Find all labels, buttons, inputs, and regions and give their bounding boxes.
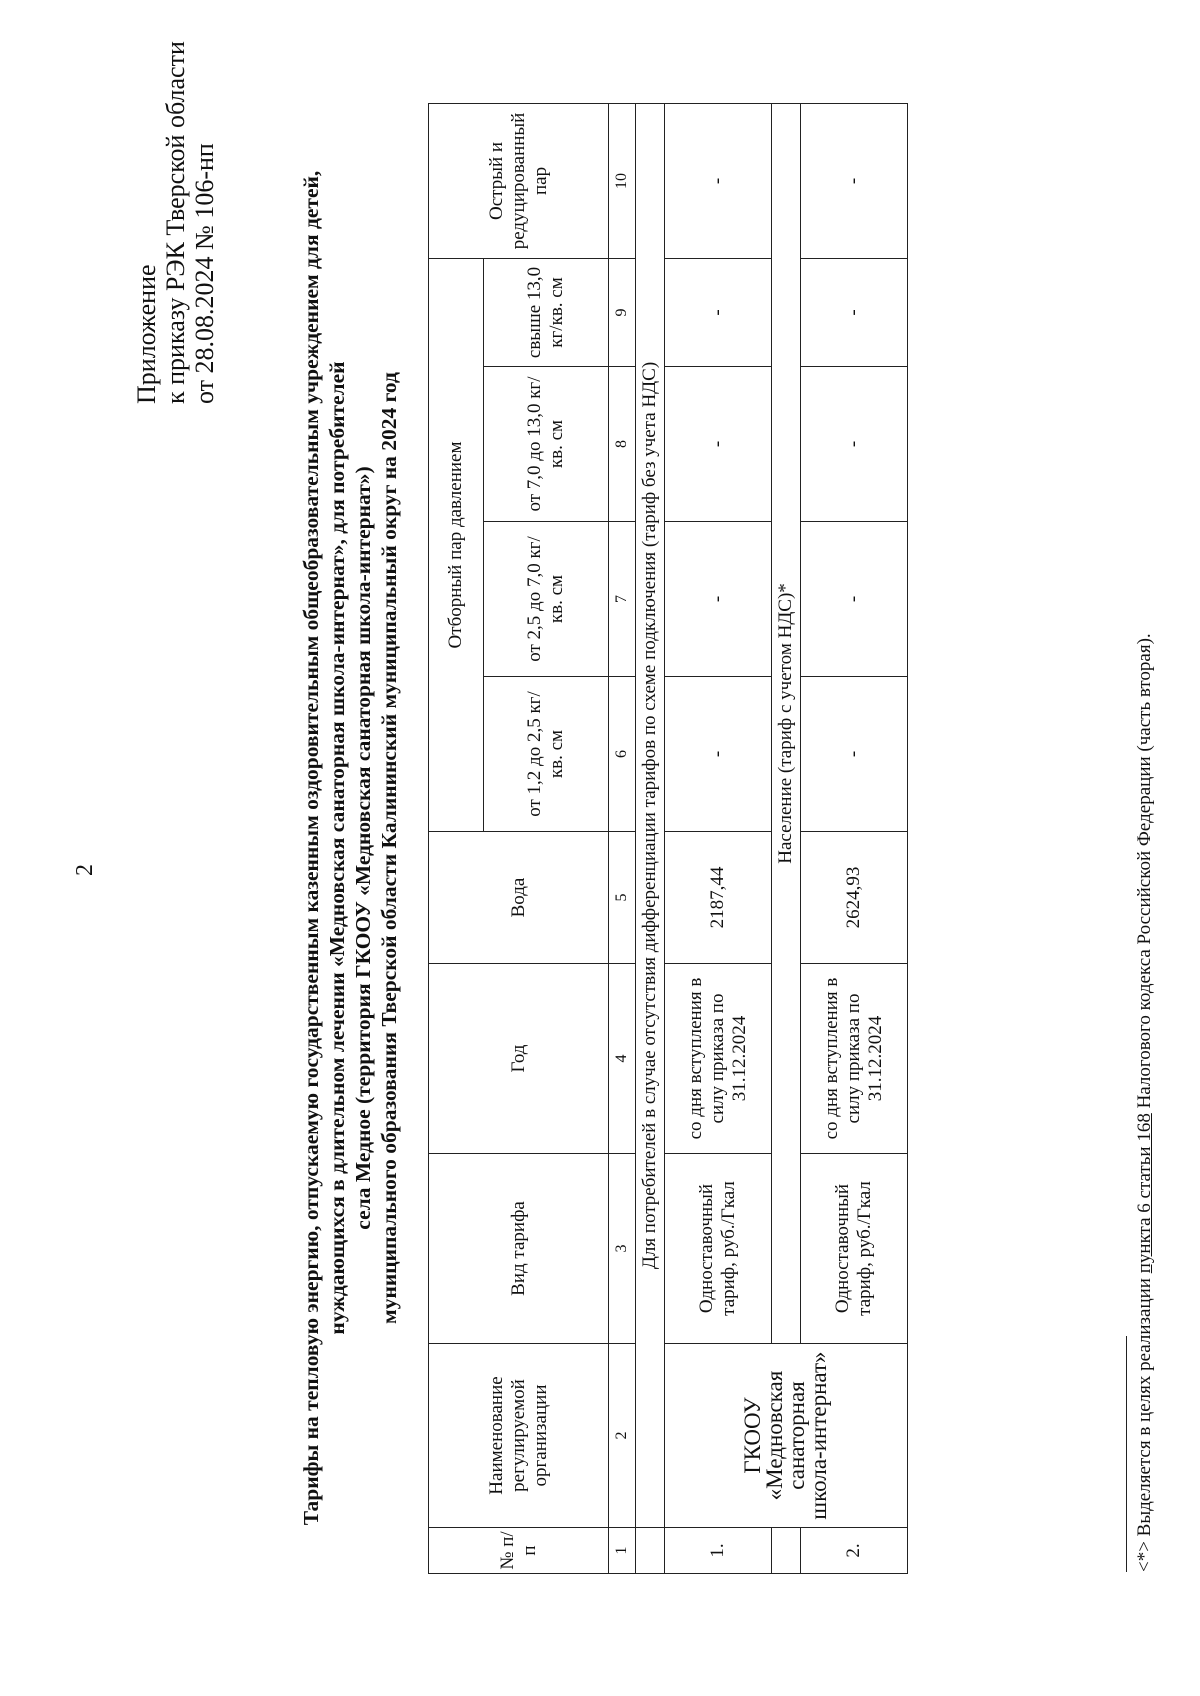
- appendix-line-3: от 28.08.2024 № 106-нп: [190, 143, 219, 404]
- appendix-line-2: к приказу РЭК Тверской области: [161, 41, 190, 404]
- section-row-1: [636, 103, 665, 1573]
- water-value: 2187,44: [665, 832, 772, 964]
- table-row: [665, 103, 772, 1573]
- tariff-type: Одноставочный тариф, руб./Гкал: [801, 1154, 908, 1344]
- header-steam-1: от 1,2 до 2,5 кг/кв. см: [484, 677, 609, 832]
- water-value: 2624,93: [801, 832, 908, 964]
- column-number: 7: [609, 522, 636, 677]
- title-line-2: нуждающихся в длительном лечении «Медновская санаторная школа-интернат», для потребителей: [325, 361, 349, 1335]
- steam-1-value: -: [801, 677, 908, 832]
- header-steam-4: свыше 13,0 кг/кв. см: [484, 258, 609, 366]
- organization-name: ГКООУ «Медновская санаторная школа-интернат»: [665, 1344, 908, 1528]
- steam-2-value: -: [665, 522, 772, 677]
- hot-steam-value: -: [801, 103, 908, 258]
- column-number: 8: [609, 367, 636, 522]
- header-row-top: [429, 103, 484, 1573]
- steam-2-value: -: [801, 522, 908, 677]
- section-heading-1: Для потребителей в случае отсутствия дифференциации тарифов по схеме подключения (тариф без учета НДС): [636, 103, 665, 1527]
- header-steam-group: Отборный пар давлением: [429, 258, 484, 831]
- steam-1-value: -: [665, 677, 772, 832]
- title-line-1: Тарифы на тепловую энергию, отпускаемую государственным казенным оздоровительным общеобразовательным учреждением для детей,: [299, 170, 323, 1526]
- header-steam-3: от 7,0 до 13,0 кг/кв. см: [484, 367, 609, 522]
- column-number: 9: [609, 258, 636, 366]
- header-year: Год: [429, 964, 609, 1154]
- steam-4-value: -: [801, 258, 908, 366]
- header-organization: Наименование регулируемой организации: [429, 1344, 609, 1528]
- column-number: 4: [609, 964, 636, 1154]
- footnote: [1134, 633, 1156, 1572]
- section-spacer: [772, 1528, 801, 1574]
- steam-3-value: -: [665, 367, 772, 522]
- footnote-law-reference: пункта 6 статьи 168: [1134, 1113, 1155, 1274]
- appendix-line-1: Приложение: [132, 264, 161, 404]
- column-number: 2: [609, 1344, 636, 1528]
- section-heading-2: Население (тариф с учетом НДС)*: [772, 103, 801, 1343]
- column-number: 1: [609, 1528, 636, 1574]
- column-number: 5: [609, 832, 636, 964]
- appendix-header: [132, 41, 219, 404]
- title-line-4: муниципального образования Тверской области Калининский муниципальный округ на 2024 год: [377, 372, 401, 1324]
- column-number: 3: [609, 1154, 636, 1344]
- column-number: 6: [609, 677, 636, 832]
- tariff-type: Одноставочный тариф, руб./Гкал: [665, 1154, 772, 1344]
- row-num: 1.: [665, 1528, 772, 1574]
- header-hot-steam: Острый и редуцированный пар: [429, 103, 609, 258]
- header-water: Вода: [429, 832, 609, 964]
- steam-4-value: -: [665, 258, 772, 366]
- title-line-3: села Медное (территория ГКООУ «Медновская санаторная школа-интернат»): [351, 466, 375, 1230]
- header-tariff-type: Вид тарифа: [429, 1154, 609, 1344]
- tariff-period: со дня вступления в силу приказа по 31.12.2024: [665, 964, 772, 1154]
- tariff-period: со дня вступления в силу приказа по 31.12.2024: [801, 964, 908, 1154]
- document-title: [298, 0, 402, 1696]
- row-num: 2.: [801, 1528, 908, 1574]
- hot-steam-value: -: [665, 103, 772, 258]
- header-num: № п/п: [429, 1528, 609, 1574]
- column-number-row: [609, 103, 636, 1573]
- page-number: 2: [72, 864, 98, 876]
- section-spacer: [636, 1528, 665, 1574]
- steam-3-value: -: [801, 367, 908, 522]
- footnote-text-before: <*> Выделяется в целях реализации: [1134, 1273, 1155, 1572]
- column-number: 10: [609, 103, 636, 258]
- header-steam-2: от 2,5 до 7,0 кг/кв. см: [484, 522, 609, 677]
- footnote-text-after: Налогового кодекса Российской Федерации (часть вторая).: [1134, 633, 1155, 1114]
- tariff-table: [428, 103, 908, 1574]
- footnote-rule: [1126, 1336, 1127, 1572]
